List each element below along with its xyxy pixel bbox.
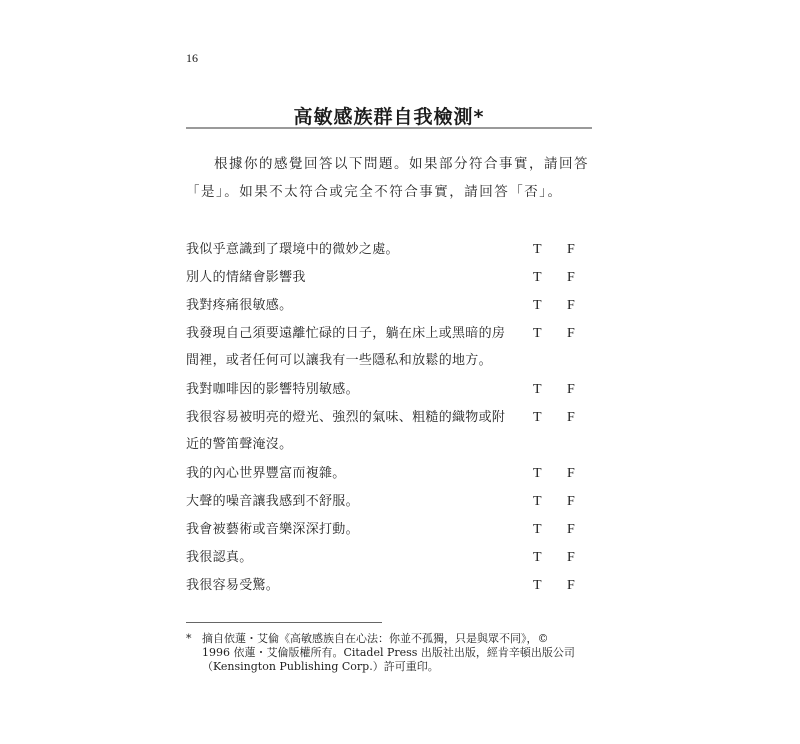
answer-false[interactable]: F [567,494,575,509]
answer-true[interactable]: T [533,410,542,425]
question-line: 別人的情緒會影響我 [186,270,306,285]
answer-false[interactable]: F [567,466,575,481]
answer-true[interactable]: T [533,326,542,341]
answer-true[interactable]: T [533,298,542,313]
question-text [186,264,522,291]
page-number: 16 [186,51,198,65]
footnote-mark: * [186,632,192,645]
question-text [186,460,522,487]
question-text [186,572,522,599]
question-line: 我很認真。 [186,550,253,565]
question-line: 我發現自己須要遠離忙碌的日子，躺在床上或黑暗的房 [186,326,506,341]
answer-false[interactable]: F [567,242,575,257]
footnote-line: 1996 依蓮・艾倫版權所有。Citadel Press 出版社出版，經肯辛頓出版公司 [202,646,575,659]
answer-false[interactable]: F [567,298,575,313]
question-line: 我會被藝術或音樂深深打動。 [186,522,359,537]
footnote-divider [186,622,382,623]
question-text [186,320,522,374]
footnote-line: 摘自依蓮・艾倫《高敏感族自在心法：你並不孤獨，只是與眾不同》，© [202,632,549,645]
question-text [186,544,522,571]
answer-false[interactable]: F [567,326,575,341]
question-line: 我似乎意識到了環境中的微妙之處。 [186,242,399,257]
answer-true[interactable]: T [533,494,542,509]
question-line: 我很容易被明亮的燈光、強烈的氣味、粗糙的織物或附 [186,410,506,425]
question-text [186,292,522,319]
answer-true[interactable]: T [533,270,542,285]
question-line: 我的內心世界豐富而複雜。 [186,466,346,481]
answer-true[interactable]: T [533,242,542,257]
intro-paragraph [186,150,606,206]
question-line: 我對疼痛很敏感。 [186,298,293,313]
answer-false[interactable]: F [567,550,575,565]
intro-line: 「是」。如果不太符合或完全不符合事實，請回答「否」。 [186,184,563,200]
intro-line: 根據你的感覺回答以下問題。如果部分符合事實，請回答 [214,156,589,172]
page-title: 高敏感族群自我檢測* [293,106,485,128]
question-text [186,488,522,515]
answer-false[interactable]: F [567,578,575,593]
answer-true[interactable]: T [533,550,542,565]
question-line: 我很容易受驚。 [186,578,280,593]
answer-false[interactable]: F [567,382,575,397]
answer-true[interactable]: T [533,382,542,397]
question-line: 我對咖啡因的影響特別敏感。 [186,382,359,397]
question-line: 大聲的噪音讓我感到不舒服。 [186,494,359,509]
footnote-body [202,632,606,674]
title-divider [186,127,592,129]
question-text [186,376,522,403]
answer-false[interactable]: F [567,410,575,425]
answer-true[interactable]: T [533,522,542,537]
answer-false[interactable]: F [567,522,575,537]
question-line: 近的警笛聲淹沒。 [186,437,293,452]
question-text [186,516,522,543]
answer-true[interactable]: T [533,466,542,481]
footnote-line: （Kensington Publishing Corp.）許可重印。 [202,660,439,673]
question-text [186,404,522,458]
question-text [186,236,522,263]
answer-false[interactable]: F [567,270,575,285]
question-line: 間裡，或者任何可以讓我有一些隱私和放鬆的地方。 [186,353,492,368]
answer-true[interactable]: T [533,578,542,593]
